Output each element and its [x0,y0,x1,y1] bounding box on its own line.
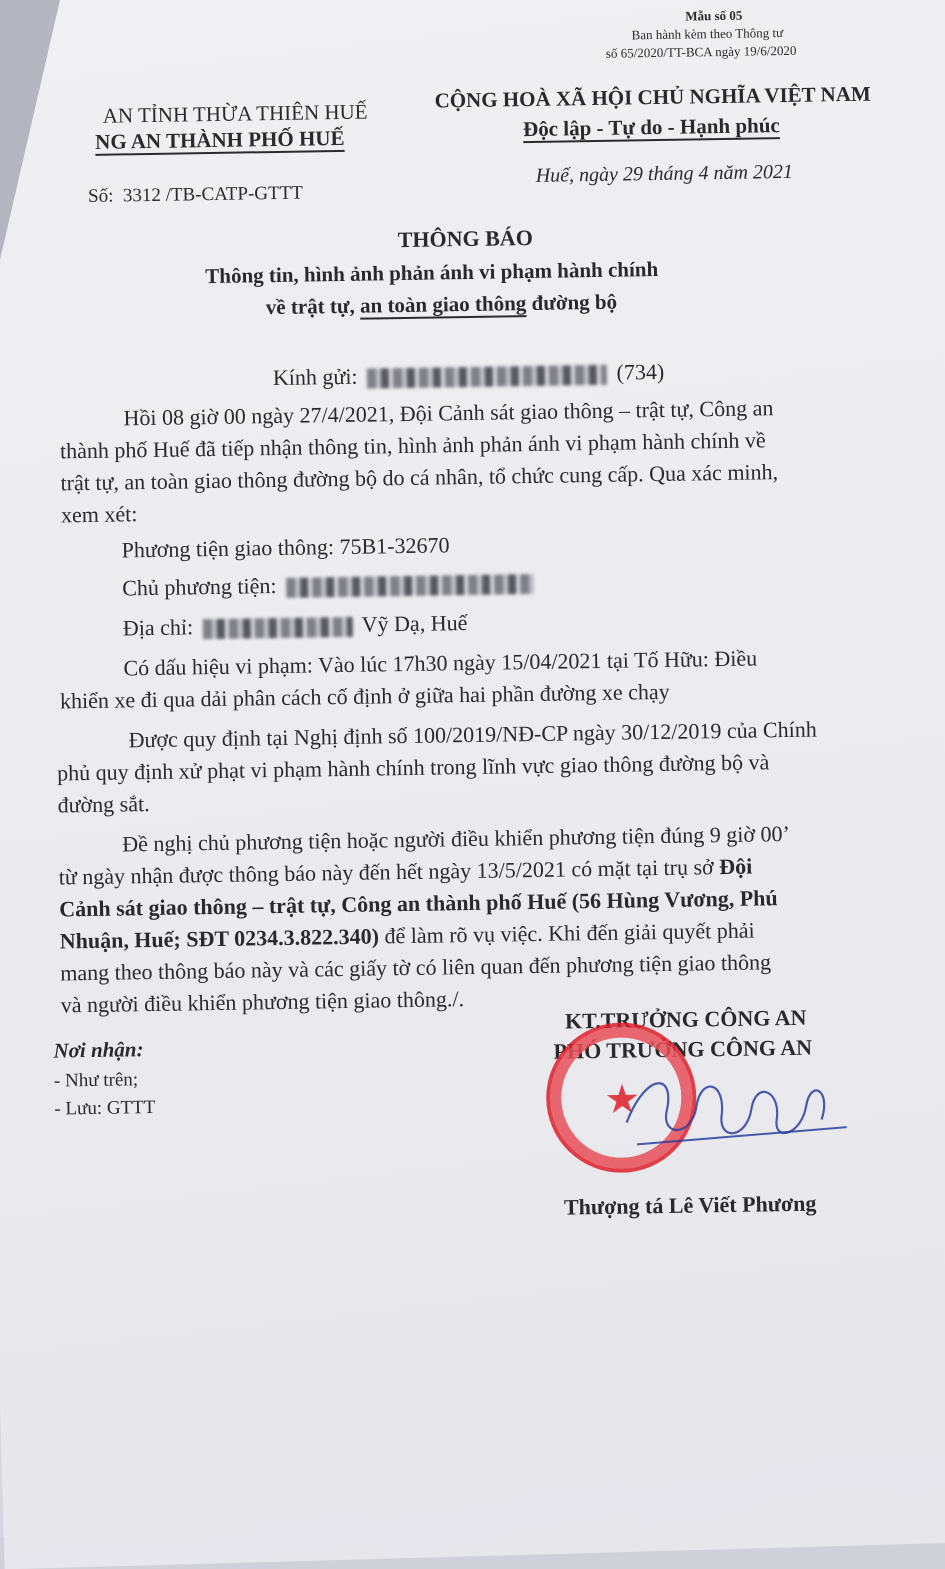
p1-line2: thành phố Huế đã tiếp nhận thông tin, hình ảnh phản ánh vi phạm hành chính về [59,427,766,464]
p1-line1: Hồi 08 giờ 00 ngày 27/4/2021, Đội Cảnh sát giao thông – trật tự, Công an [123,395,774,431]
signature-scribble [603,1049,858,1173]
form-ref-line1: Mẫu số 05 [685,7,743,24]
issuer-line2: NG AN THÀNH PHỐ HUẾ [94,125,345,154]
p4-line6: và người điều khiển phương tiện giao thông./. [60,986,465,1018]
p2-line1: Có dấu hiệu vi phạm: Vào lúc 17h30 ngày 15/04/2021 tại Tố Hữu: Điều [123,645,758,681]
p3-line1: Được quy định tại Nghị định số 100/2019/NĐ-CP ngày 30/12/2019 của Chính [128,716,817,753]
p4-line1: Đề nghị chủ phương tiện hoặc người điều khiển phương tiện đúng 9 giờ 00’ [122,820,790,857]
redacted-address [202,617,352,639]
p1-line4: xem xét: [60,501,138,528]
p4-line2: từ ngày nhận được thông báo này đến hết ngày 13/5/2021 có mặt tại trụ sở Đội [58,853,753,890]
number-label: Số: [87,185,114,207]
national-title: CỘNG HOÀ XÃ HỘI CHỦ NGHĨA VIỆT NAM [434,81,871,113]
receiver-2: - Lưu: GTTT [54,1096,156,1120]
notice-title: THÔNG BÁO [397,224,534,253]
vehicle-plate: Phương tiện giao thông: 75B1-32670 [121,532,450,563]
recipient-line: Kính gửi: (734) [272,358,665,391]
p4-line4: Nhuận, Huế; SĐT 0234.3.822.340) để làm rõ vụ việc. Khi đến giải quyết phải [59,917,755,954]
signer-name: Thượng tá Lê Viết Phương [563,1190,817,1220]
sign-title-2: PHÓ TRƯỞNG CÔNG AN [553,1034,813,1064]
owner-line: Chủ phương tiện: [122,569,538,602]
notice-subtitle-1: Thông tin, hình ảnh phản ánh vi phạm hành chính [205,256,659,289]
national-motto: Độc lập - Tự do - Hạnh phúc [522,113,780,142]
form-ref-line2: Ban hành kèm theo Thông tư [631,24,784,43]
address-line: Địa chỉ: Vỹ Dạ, Huế [122,610,468,641]
p1-line3: trật tự, an toàn giao thông đường bộ do cá nhân, tổ chức cung cấp. Qua xác minh, [60,459,779,496]
form-ref-line3: số 65/2020/TT-BCA ngày 19/6/2020 [605,42,797,61]
notice-subtitle-2: về trật tự, an toàn giao thông đường bộ [265,289,618,320]
receiver-1: - Như trên; [53,1069,139,1092]
p4-line5: mang theo thông báo này và các giấy tờ có liên quan đến phương tiện giao thông [60,949,772,986]
seal-star-icon: ★ [603,1076,641,1122]
p3-line2: phủ quy định xử phạt vi phạm hành chính trong lĩnh vực giao thông đường bộ và [56,749,770,786]
redacted-owner [286,574,534,598]
p4-line3: Cảnh sát giao thông – trật tự, Công an thành phố Huế (56 Hùng Vương, Phú [59,885,778,922]
issue-date: Huế, ngày 29 tháng 4 năm 2021 [535,160,794,187]
sign-title-1: KT.TRƯỞNG CÔNG AN [564,1004,807,1034]
issuer-line1: AN TỈNH THỪA THIÊN HUẾ [102,99,368,128]
p2-line2: khiển xe đi qua dải phân cách cố định ở giữa hai phần đường xe chạy [59,678,670,714]
redacted-recipient [367,365,607,389]
receivers-title: Nơi nhận: [53,1037,144,1063]
document-number [88,183,303,208]
number-value: 3312 /TB-CATP-GTTT [122,182,304,207]
p3-line3: đường sắt. [57,791,150,818]
